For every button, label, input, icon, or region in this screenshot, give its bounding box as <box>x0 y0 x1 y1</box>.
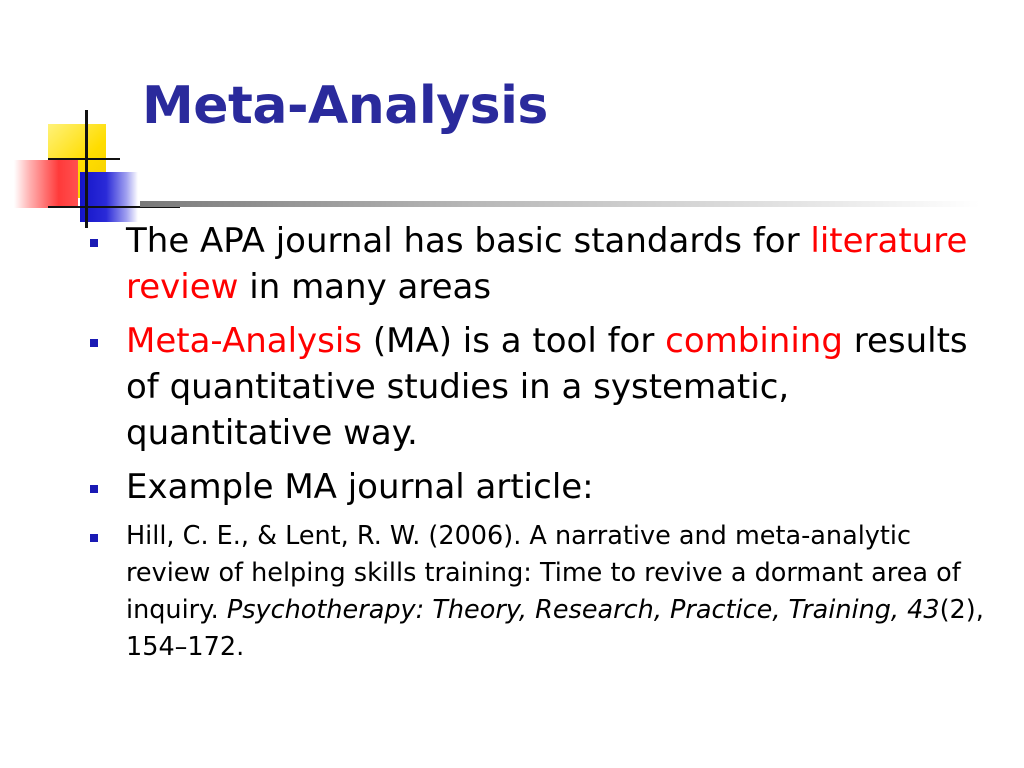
journal-title: Psychotherapy: Theory, Research, Practice, Training, 43 <box>226 595 940 625</box>
issue-pages: (2), 154–172. <box>126 595 984 662</box>
bullet-text: Example MA journal article: <box>126 467 594 507</box>
red-square <box>14 160 78 208</box>
bullet-citation <box>90 518 990 666</box>
bullet-square-icon <box>90 239 98 247</box>
highlight-text: combining <box>665 321 843 361</box>
title-underline <box>140 201 980 207</box>
bullet-apa-standards <box>90 218 990 310</box>
highlight-text: literature review <box>126 221 968 307</box>
bullet-text: The APA journal has basic standards for <box>126 221 811 261</box>
vertical-line <box>85 110 88 228</box>
bullet-square-icon <box>90 534 98 542</box>
bullet-meta-analysis-definition <box>90 318 990 456</box>
bullet-list <box>90 218 990 666</box>
bullet-square-icon <box>90 339 98 347</box>
bullet-text: results of quantitative studies in a systematic, quantitative way. <box>126 321 968 453</box>
bullet-text: (MA) is a tool for <box>362 321 666 361</box>
bullet-example-article <box>90 464 990 510</box>
blue-square <box>80 172 138 222</box>
bullet-square-icon <box>90 485 98 493</box>
bullet-text: in many areas <box>238 267 492 307</box>
horizontal-line-top <box>48 158 120 160</box>
highlight-text: Meta-Analysis <box>126 321 363 361</box>
citation-text: Hill, C. E., & Lent, R. W. (2006). A narrative and meta-analytic review of helping skills training: Time to revive a dormant area of inquiry. <box>126 521 961 625</box>
slide-title: Meta-Analysis <box>142 76 548 136</box>
